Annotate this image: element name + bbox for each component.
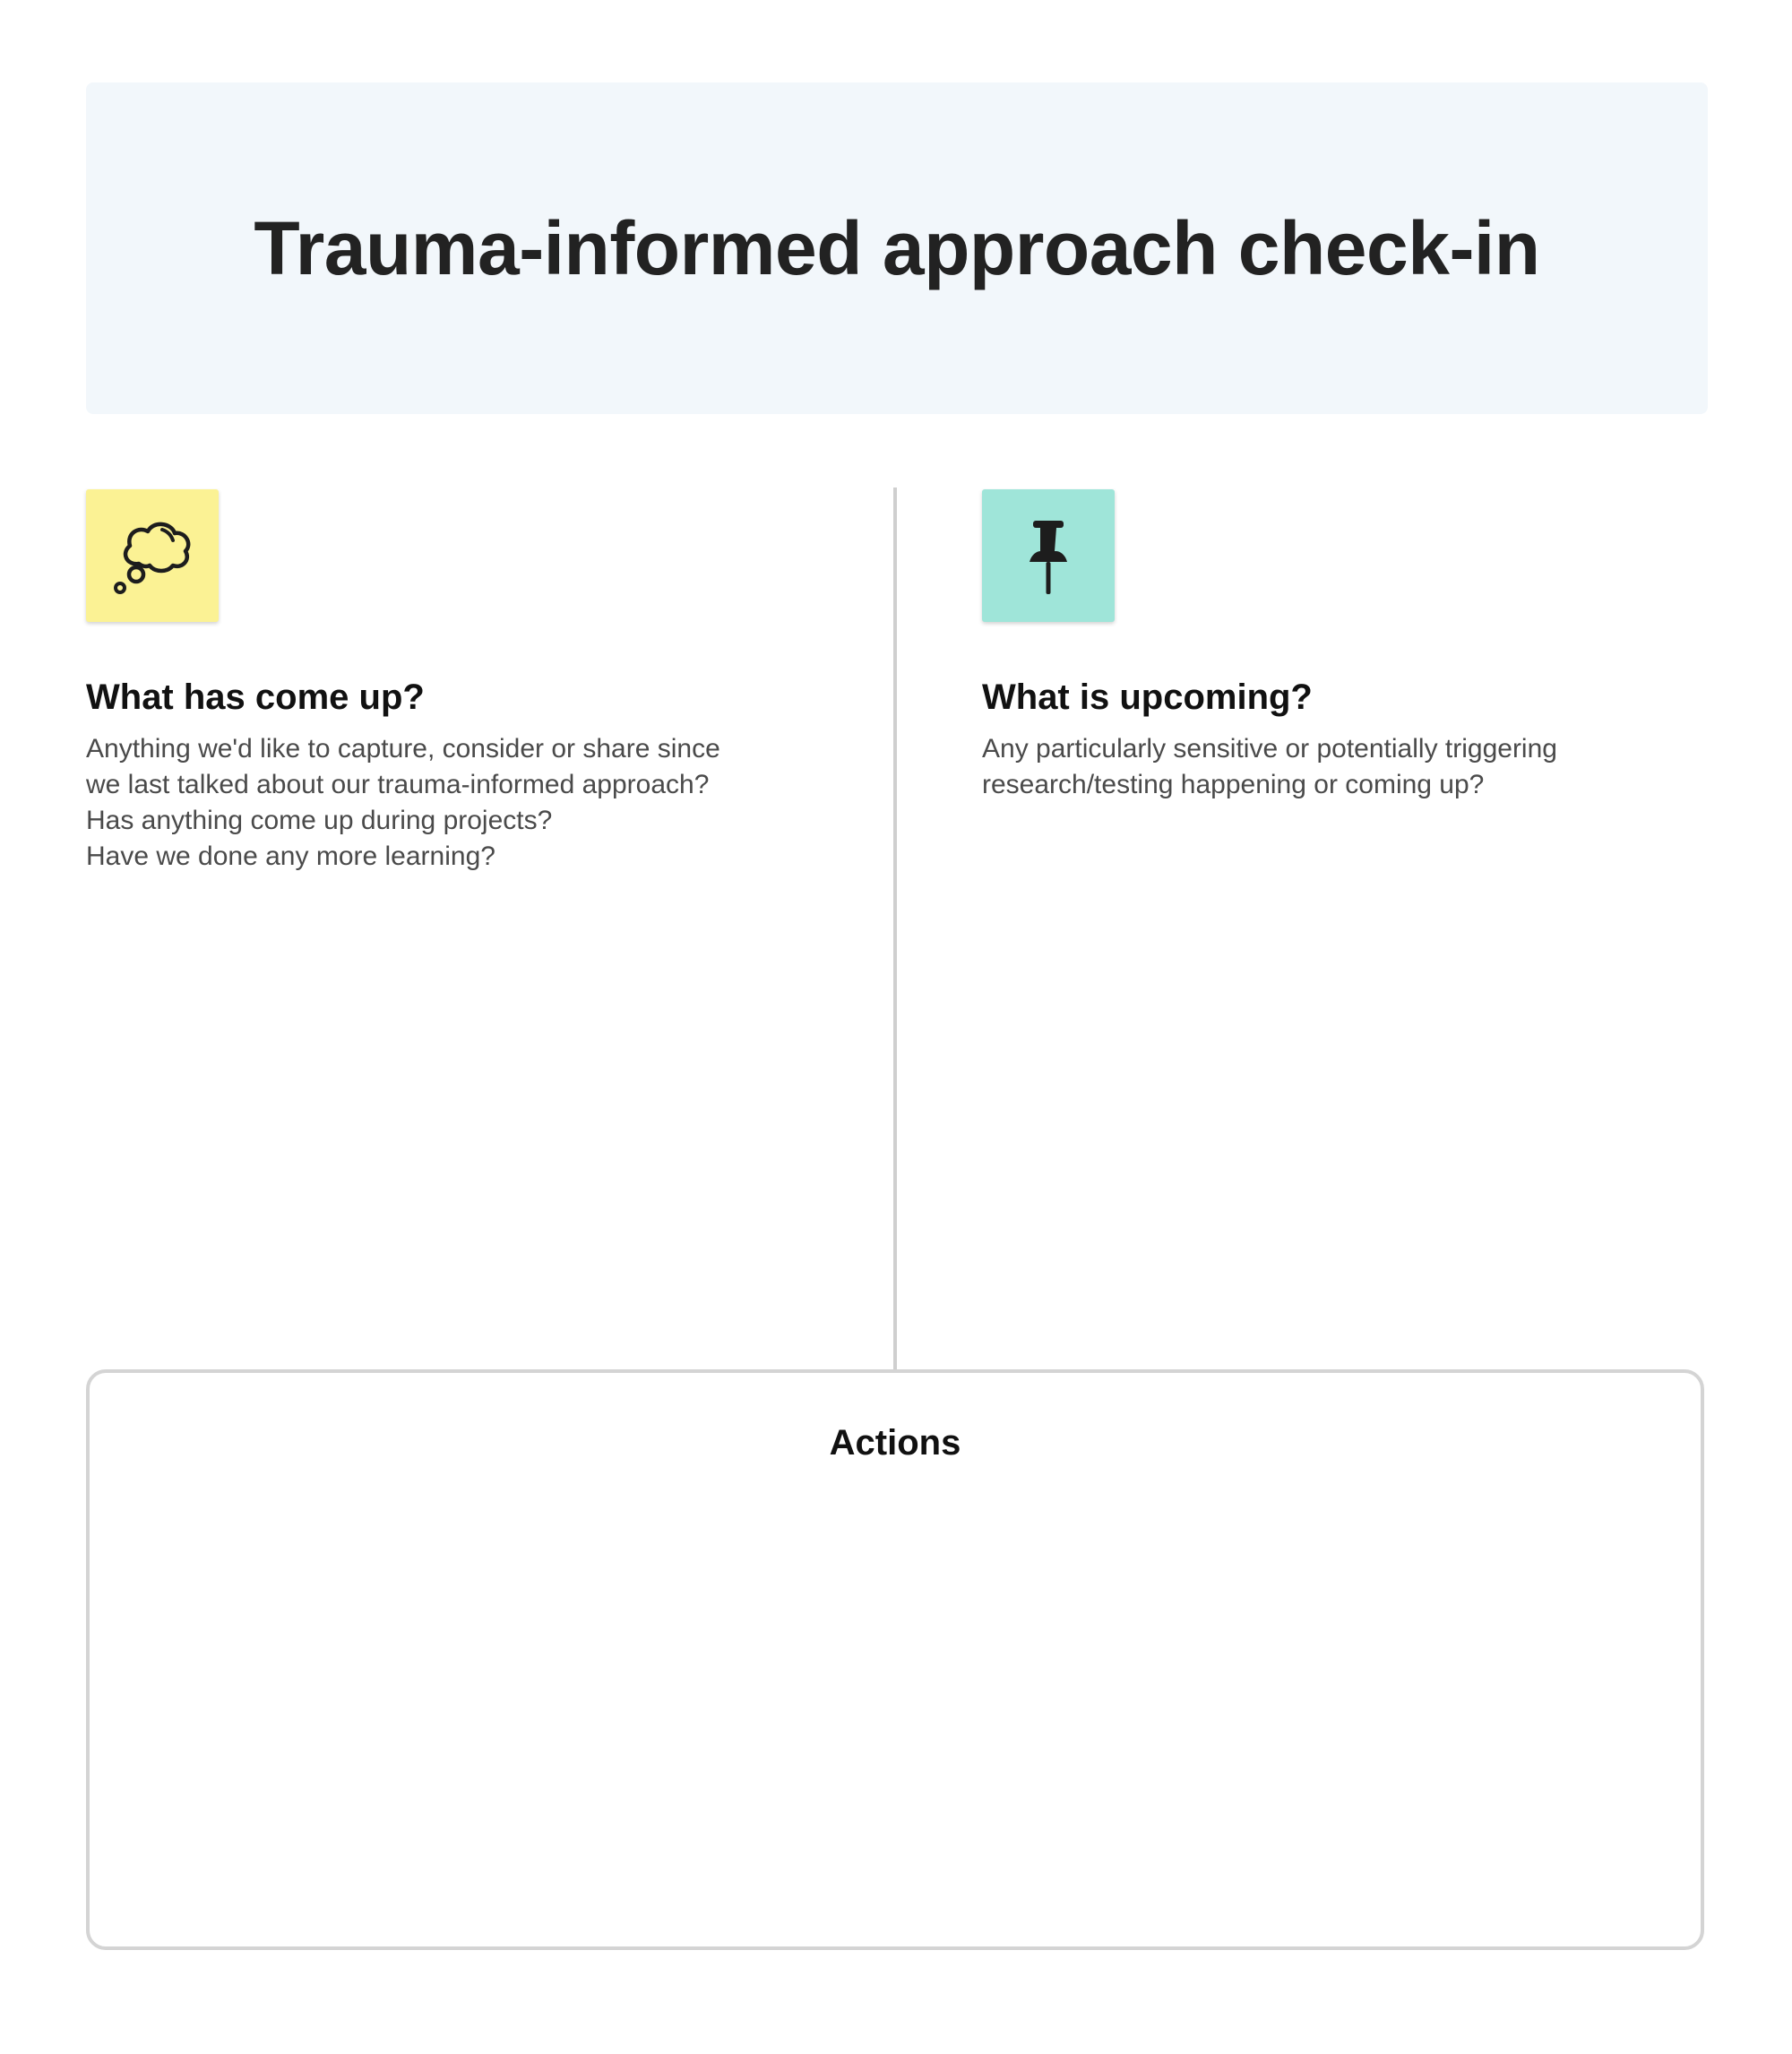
description-line: research/testing happening or coming up? <box>982 770 1485 799</box>
actions-heading: Actions <box>829 1423 961 1463</box>
pushpin-icon <box>999 506 1098 605</box>
come-up-description <box>86 731 785 875</box>
actions-frame[interactable] <box>86 1369 1704 1950</box>
description-line: Has anything come up during projects? <box>86 806 553 835</box>
upcoming-description <box>982 731 1681 803</box>
description-line: Have we done any more learning? <box>86 841 495 871</box>
description-line: we last talked about our trauma-informed approach? <box>86 770 710 799</box>
yellow-sticky-note[interactable] <box>86 489 219 622</box>
upcoming-section <box>982 489 1681 803</box>
come-up-heading: What has come up? <box>86 677 425 717</box>
teal-sticky-note[interactable] <box>982 489 1115 622</box>
title-banner <box>86 82 1708 414</box>
description-line: Anything we'd like to capture, consider or share since <box>86 734 720 764</box>
column-divider <box>893 488 897 1369</box>
upcoming-heading: What is upcoming? <box>982 677 1313 717</box>
thought-bubble-icon <box>103 506 202 605</box>
page-title: Trauma-informed approach check-in <box>254 205 1540 290</box>
description-line: Any particularly sensitive or potentially triggering <box>982 734 1557 764</box>
come-up-section <box>86 489 785 875</box>
